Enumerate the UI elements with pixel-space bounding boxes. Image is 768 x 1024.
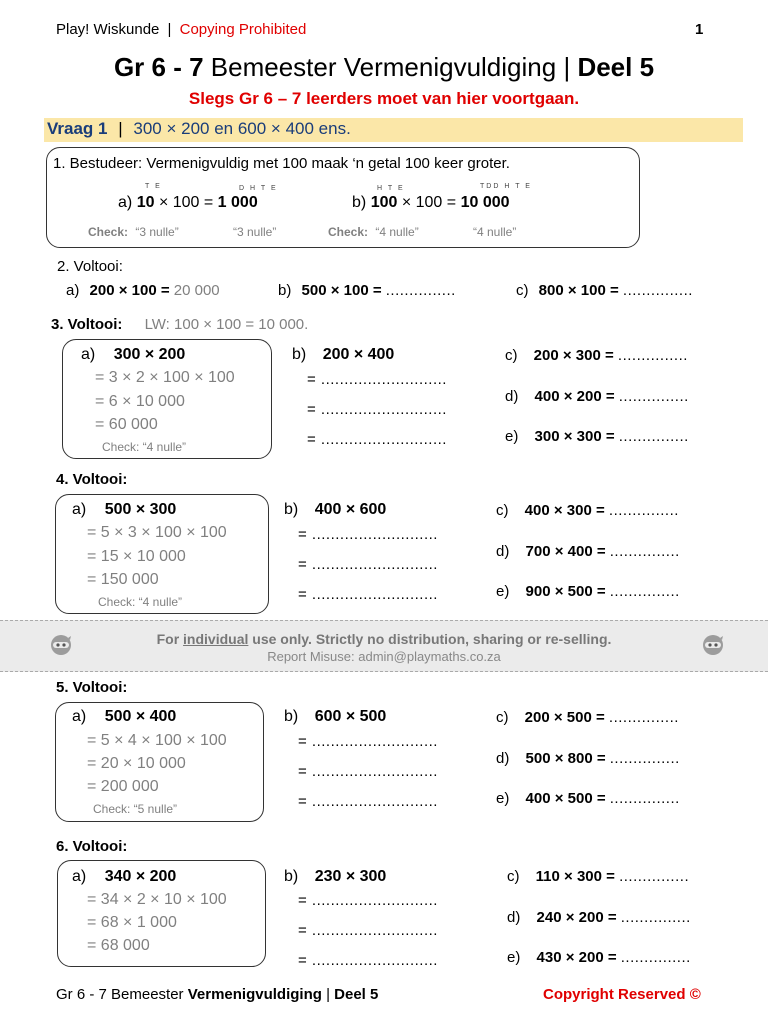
page-title [0,52,768,83]
q5-b-line2[interactable]: = ........................... [298,763,438,780]
q5-a-line3: = 200 000 [87,778,159,795]
footer-part: Deel 5 [334,986,379,1003]
banner-line1-emphasis: individual [183,631,249,647]
q6-a-label: a) [72,868,87,885]
q4-b-label: b) [284,501,299,518]
q4-a-check: Check: “4 nulle” [98,595,183,609]
title-part: Deel 5 [577,52,655,82]
vraag-label: Vraag 1 [47,119,108,138]
q1-check1-a: “3 nulle” [135,225,179,239]
q1-check1-b: “3 nulle” [233,225,277,239]
q3-e-expr: 300 × 300 = [534,428,615,445]
banner-line1-post: use only. Strictly no distribution, sharing or re-selling. [248,631,612,647]
q5-e-blank[interactable]: ............... [609,790,680,807]
q3-b-line1[interactable]: = ........................... [307,371,447,388]
title-main: Bemeester Vermenigvuldiging [210,52,557,82]
q4-b-line2[interactable]: = ........................... [298,556,438,573]
q2-heading: 2. Voltooi: [57,258,123,275]
q5-a-label: a) [72,708,87,725]
q2-a-label: a) [66,282,80,299]
footer-separator: | [326,986,330,1003]
q2-a-expr: 200 × 100 = [89,282,170,299]
footer-lead: Gr 6 - 7 Bemeester [56,986,184,1003]
q6-a-expr: 340 × 200 [104,868,177,885]
q3-a [81,346,185,364]
banner-report-misuse: Report Misuse: admin@playmaths.co.za [267,649,501,664]
q3-e-label: e) [505,428,519,445]
q4-c-blank[interactable]: ............... [608,502,679,519]
footer-title [56,986,378,1003]
q4-a [72,501,176,519]
q4-d [496,543,680,560]
q2-c-label: c) [516,282,529,299]
q1-a [118,194,258,212]
q3-hint: LW: 100 × 100 = 10 000. [144,316,309,333]
q6-e [507,949,691,966]
q6-c-blank[interactable]: ............... [619,868,690,885]
q5-e [496,790,680,807]
q1-check2-a: “4 nulle” [375,225,419,239]
q3-c-expr: 200 × 300 = [533,347,614,364]
q6-d-expr: 240 × 200 = [536,909,617,926]
q5-b-line3[interactable]: = ........................... [298,793,438,810]
q6-b-label: b) [284,868,299,885]
q1-b-op: × 100 = [401,194,457,211]
q1-a-lhs: 10 [136,194,155,211]
q3-heading-text: 3. Voltooi: [51,316,123,333]
q3-d-label: d) [505,388,519,405]
q1-a-place-left: T E [145,183,162,190]
q5-d [496,750,680,767]
q5-a-check: Check: “5 nulle” [93,802,178,816]
q4-d-blank[interactable]: ............... [609,543,680,560]
page-subtitle: Slegs Gr 6 – 7 leerders moet van hier voortgaan. [188,89,580,108]
q4-b-expr: 400 × 600 [314,501,387,518]
q4-a-line2: = 15 × 10 000 [87,548,186,565]
q5-e-label: e) [496,790,510,807]
q4-a-expr: 500 × 300 [104,501,177,518]
q4-a-line3: = 150 000 [87,571,159,588]
q1-b-rhs: 10 000 [460,194,510,211]
q2-c-expr: 800 × 100 = [538,282,619,299]
q1-b-label: b) [352,194,367,211]
vraag-heading [47,119,351,139]
q1-b-place-right: TDD H T E [480,183,532,190]
q3-c [505,347,688,364]
vraag-text: 300 × 200 en 600 × 400 ens. [133,119,351,138]
q6-b [284,868,386,886]
q3-b-line2[interactable]: = ........................... [307,401,447,418]
q1-a-rhs: 1 000 [217,194,258,211]
brand-separator: | [167,21,172,38]
page-number: 1 [695,21,704,38]
q6-heading: 6. Voltooi: [56,838,128,855]
q4-d-expr: 700 × 400 = [525,543,606,560]
q5-a-line1: = 5 × 4 × 100 × 100 [87,732,227,749]
q1-b [352,194,510,212]
q6-d-blank[interactable]: ............... [620,909,691,926]
q4-e-label: e) [496,583,510,600]
brand-name: Play! Wiskunde [56,21,160,38]
q4-c-expr: 400 × 300 = [524,502,605,519]
q4-c [496,502,679,519]
title-separator: | [563,52,571,82]
q6-b-line2[interactable]: = ........................... [298,922,438,939]
q5-d-expr: 500 × 800 = [525,750,606,767]
q4-e-blank[interactable]: ............... [609,583,680,600]
q5-c-label: c) [496,709,509,726]
q3-b [292,346,394,364]
banner-line1-pre: For [156,631,184,647]
q4-a-line1: = 5 × 3 × 100 × 100 [87,524,227,541]
q3-d-blank[interactable]: ............... [618,388,689,405]
q4-d-label: d) [496,543,510,560]
q5-a [72,708,176,726]
q3-b-line3[interactable]: = ........................... [307,431,447,448]
q3-d-expr: 400 × 200 = [534,388,615,405]
q2-b-blank[interactable]: ............... [385,282,456,299]
q3-e-blank[interactable]: ............... [618,428,689,445]
q1-a-op: × 100 = [158,194,214,211]
q3-a-line1: = 3 × 2 × 100 × 100 [95,369,235,386]
q6-c-expr: 110 × 300 = [535,868,615,885]
q2-a-answer: 20 000 [173,282,220,299]
q6-e-label: e) [507,949,521,966]
q3-a-line2: = 6 × 10 000 [95,393,185,410]
q5-a-line2: = 20 × 10 000 [87,755,186,772]
q1-check2-row [328,225,419,239]
q1-a-label: a) [118,194,133,211]
q3-a-check: Check: “4 nulle” [102,440,187,454]
q5-e-expr: 400 × 500 = [525,790,606,807]
q1-b-place-left: H T E [377,185,405,192]
q5-b [284,708,386,726]
q5-c-expr: 200 × 500 = [524,709,605,726]
q1-check2-b: “4 nulle” [473,225,517,239]
q6-c [507,868,689,885]
q4-e-expr: 900 × 500 = [525,583,606,600]
q6-c-label: c) [507,868,520,885]
q5-b-label: b) [284,708,299,725]
q2-c-blank[interactable]: ............... [622,282,693,299]
q3-c-blank[interactable]: ............... [617,347,688,364]
vraag-separator: | [118,119,123,138]
q3-c-label: c) [505,347,518,364]
title-grade: Gr 6 - 7 [113,52,204,82]
q6-b-expr: 230 × 300 [314,868,387,885]
q3-a-line3: = 60 000 [95,416,158,433]
q6-a [72,868,176,886]
q5-c [496,709,679,726]
q5-c-blank[interactable]: ............... [608,709,679,726]
q5-a-expr: 500 × 400 [104,708,177,725]
q6-a-line3: = 68 000 [87,937,150,954]
q3-b-expr: 200 × 400 [322,346,395,363]
q3-a-label: a) [81,346,96,363]
q5-b-line1[interactable]: = ........................... [298,733,438,750]
q4-e [496,583,680,600]
q1-heading: 1. Bestudeer: Vermenigvuldig met 100 maak ‘n getal 100 keer groter. [53,155,510,172]
q6-b-line3[interactable]: = ........................... [298,952,438,969]
q5-heading: 5. Voltooi: [56,679,128,696]
q3-heading [51,316,308,333]
q5-d-blank[interactable]: ............... [609,750,680,767]
footer-copyright: Copyright Reserved © [543,986,701,1003]
q4-b-line3[interactable]: = ........................... [298,586,438,603]
q1-check-row [88,225,179,239]
q1-check1-label: Check: [88,225,129,239]
footer-subject: Vermenigvuldiging [187,986,322,1003]
q6-d-label: d) [507,909,521,926]
q6-e-expr: 430 × 200 = [536,949,617,966]
q3-b-label: b) [292,346,307,363]
q4-a-label: a) [72,501,87,518]
q4-b-line1[interactable]: = ........................... [298,526,438,543]
q3-a-expr: 300 × 200 [113,346,186,363]
q4-b [284,501,386,519]
q4-c-label: c) [496,502,509,519]
q3-d [505,388,689,405]
q1-check2-label: Check: [328,225,369,239]
banner-line1 [0,631,768,647]
q2-b-label: b) [278,282,292,299]
q1-a-place-right: D H T E [239,185,278,192]
q6-a-line2: = 68 × 1 000 [87,914,177,931]
q6-e-blank[interactable]: ............... [620,949,691,966]
copy-notice: Copying Prohibited [179,21,307,38]
q6-b-line1[interactable]: = ........................... [298,892,438,909]
q3-e [505,428,689,445]
q2-c [516,282,693,299]
q2-a [66,282,220,299]
q4-heading: 4. Voltooi: [56,471,128,488]
q2-b [278,282,456,299]
q5-b-expr: 600 × 500 [314,708,387,725]
q1-b-lhs: 100 [370,194,398,211]
q5-d-label: d) [496,750,510,767]
brand-line [56,21,306,38]
q6-d [507,909,691,926]
q6-a-line1: = 34 × 2 × 10 × 100 [87,891,227,908]
q2-b-expr: 500 × 100 = [301,282,382,299]
